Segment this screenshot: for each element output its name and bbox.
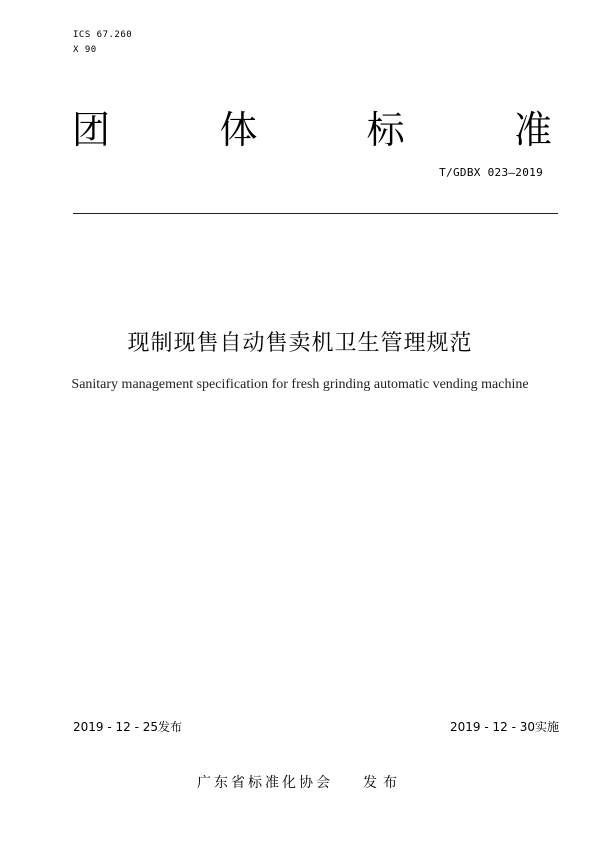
issuer-line xyxy=(0,772,600,792)
issue-label: 发布 xyxy=(363,775,403,791)
standard-number: T/GDBX 023—2019 xyxy=(439,166,543,179)
classification-code: X 90 xyxy=(73,45,97,55)
heading-char: 体 xyxy=(219,108,258,152)
implement-date: 2019 - 12 - 30实施 xyxy=(450,720,559,734)
publish-date: 2019 - 12 - 25发布 xyxy=(73,720,182,734)
heading-char: 团 xyxy=(72,108,111,152)
issuer-name: 广东省标准化协会 xyxy=(197,775,333,791)
ics-code: ICS 67.260 xyxy=(73,30,133,40)
document-type-heading xyxy=(72,108,552,152)
heading-char: 标 xyxy=(366,108,405,152)
heading-char: 准 xyxy=(513,108,552,152)
title-chinese: 现制现售自动售卖机卫生管理规范 xyxy=(127,331,473,356)
divider-line xyxy=(73,213,558,214)
title-english: Sanitary management specification for fresh grinding automatic vending machine xyxy=(71,377,529,392)
